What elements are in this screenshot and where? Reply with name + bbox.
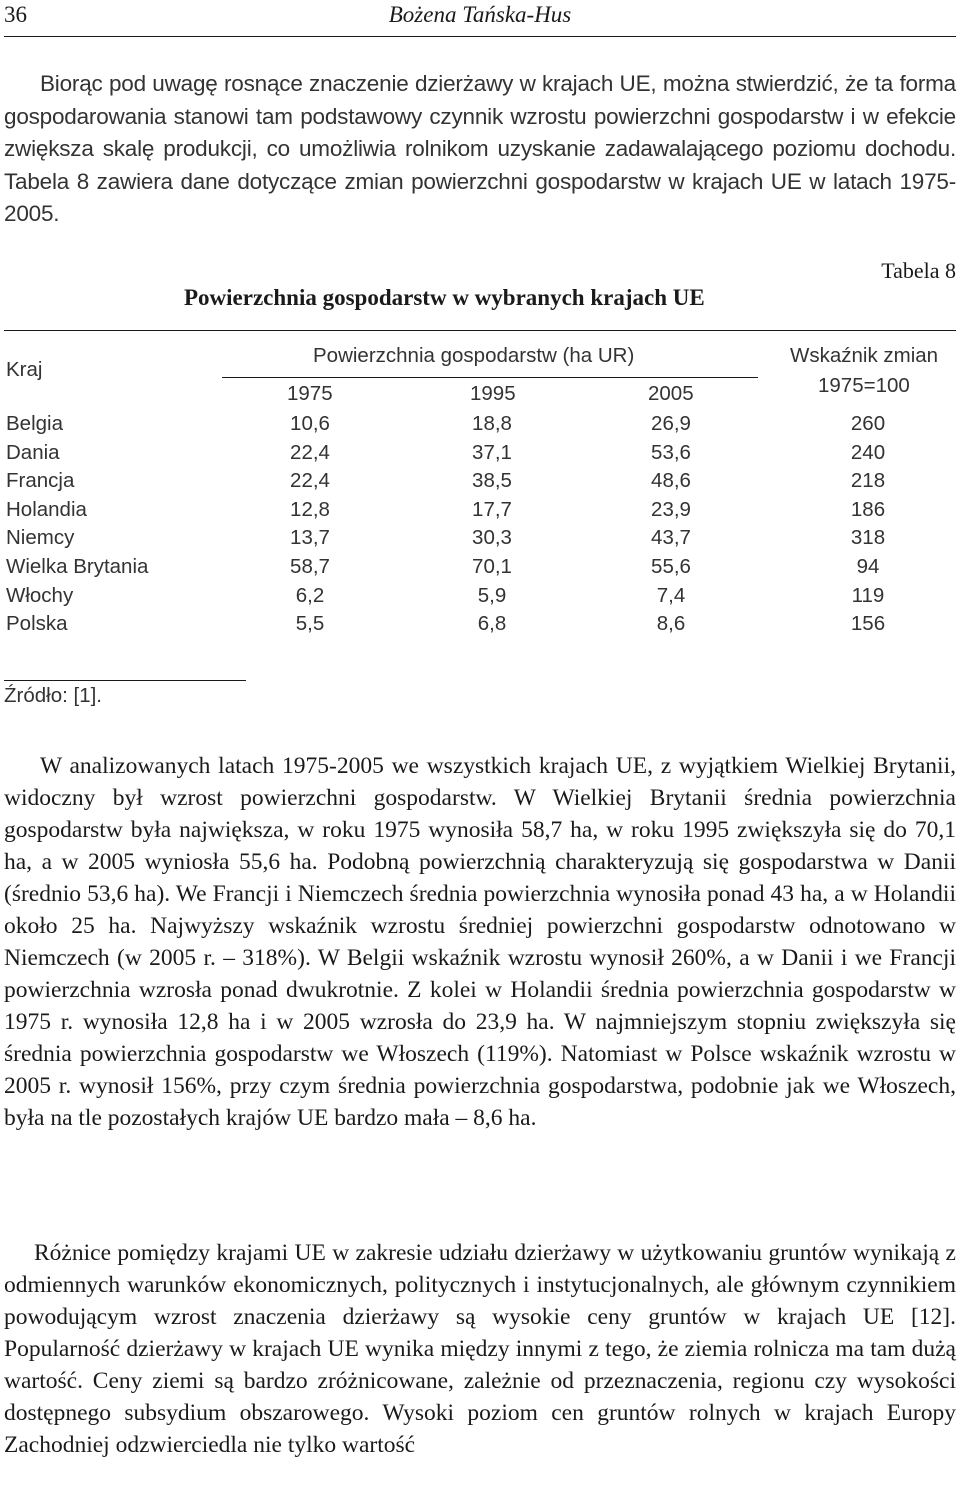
header-rule [4, 36, 956, 37]
area-2005-cell: 7,4 [656, 583, 686, 607]
country-cell: Francja [6, 469, 75, 493]
table-row [0, 496, 960, 525]
index-cell: 318 [850, 526, 886, 550]
area-2005-cell: 55,6 [651, 554, 691, 578]
running-header [4, 0, 956, 30]
table-source: Źródło: [1]. [4, 684, 102, 707]
area-2005-cell: 53,6 [651, 440, 691, 464]
area-1995-cell: 6,8 [477, 612, 507, 636]
index-cell: 218 [850, 469, 886, 493]
column-group-header-area: Powierzchnia gospodarstw (ha UR) [313, 344, 635, 367]
country-cell: Holandia [6, 497, 87, 521]
area-1995-cell: 70,1 [472, 554, 512, 578]
table-row [0, 439, 960, 468]
country-cell: Niemcy [6, 526, 75, 550]
running-head-author: Bożena Tańska-Hus [388, 2, 572, 27]
area-1995-cell: 18,8 [472, 412, 512, 435]
page-number: 36 [4, 2, 27, 27]
table-label: Tabela 8 [881, 258, 956, 283]
column-header-year: 2005 [648, 382, 694, 405]
column-header-year: 1995 [470, 382, 516, 405]
area-1975-cell: 12,8 [290, 497, 330, 521]
area-1995-cell: 30,3 [472, 526, 512, 550]
area-2005-cell: 23,9 [651, 497, 691, 521]
area-1975-cell: 22,4 [290, 440, 330, 464]
source-rule [4, 680, 246, 681]
column-group-rule [222, 377, 758, 378]
table-row [0, 467, 960, 496]
intro-paragraph: Biorąc pod uwagę rosnące znaczenie dzierżawy w krajach UE, można stwierdzić, że ta forma gospodarowania stanowi tam podstawowy czynnik wzrostu powierzchni gospodarstw i w efekcie zwiększa skalę produkcji, co umożliwia rolnikom uzyskanie zadawalającego poziomu dochodu. Tabela 8 zawiera dane dotyczące zmian powierzchni gospodarstw w krajach UE w latach 1975-2005. [4, 71, 956, 226]
column-header-index: Wskaźnik zmian [790, 344, 939, 367]
column-header-country: Kraj [6, 358, 43, 381]
table-row [0, 582, 960, 611]
country-cell: Wielka Brytania [6, 554, 149, 578]
table-row [0, 410, 960, 439]
column-header-year: 1975 [287, 382, 333, 405]
area-1975-cell: 13,7 [290, 526, 330, 550]
area-2005-cell: 8,6 [656, 612, 686, 636]
body-paragraph: W analizowanych latach 1975-2005 we wszystkich krajach UE, z wyjątkiem Wielkiej Brytanii, widoczny był wzrost powierzchni gospodarstw. W Wielkiej Brytanii średnia powierzchnia gospodarstw była największa, w roku 1975 wynosiła 58,7 ha, w roku 1995 zwiększyła się do 70,1 ha, a w 2005 wyniosła 55,6 ha. Podobną powierzchnią charakteryzują się gospodarstwa w Danii (średnio 53,6 ha). We Francji i Niemczech średnia powierzchnia wynosiła ponad 43 ha, a w Holandii około 25 ha. Najwyższy wskaźnik wzrostu średniej powierzchni gospodarstw odnotowano w Niemczech (w 2005 r. – 318%). W Belgii wskaźnik wzrostu wynosił 260%, a w Danii i we Francji powierzchnia wzrosła ponad dwukrotnie. Z kolei w Holandii średnia powierzchnia gospodarstw w 1975 r. wynosiła 12,8 ha i w 2005 wzrosła do 23,9 ha. W najmniejszym stopniu zwiększyła się średnia powierzchnia gospodarstw we Włoszech (119%). Natomiast w Polsce wskaźnik wzrostu w 2005 r. wynosił 156%, przy czym średnia powierzchnia gospodarstwa, podobnie jak we Włoszech, była na tle pozostałych krajów UE bardzo mała – 8,6 ha. [4, 753, 956, 1131]
country-cell: Włochy [6, 583, 74, 607]
area-1975-cell: 22,4 [290, 469, 330, 493]
area-2005-cell: 48,6 [651, 469, 691, 493]
area-1975-cell: 5,5 [295, 612, 325, 636]
table-row [0, 610, 960, 639]
table-top-rule [4, 330, 956, 331]
country-cell: Belgia [6, 412, 63, 435]
country-cell: Polska [6, 612, 68, 636]
body-paragraph: Różnice pomiędzy krajami UE w zakresie udziału dzierżawy w użytkowaniu gruntów wynikają z odmiennych warunków ekonomicznych, politycznych i instytucjonalnych, ale głównym czynnikiem powodującym wzrost znaczenia dzierżawy są wysokie ceny gruntów w krajach UE [12]. Popularność dzierżawy w krajach UE wynika między innymi z tego, że ziemia rolnicza ma tam dużą wartość. Ceny ziemi są bardzo zróżnicowane, zależnie od przeznaczenia, regionu czy wysokości dostępnego subsydium obszarowego. Wysoki poziom cen gruntów rolnych w krajach Europy Zachodniej odzwierciedla nie tylko wartość [4, 1240, 956, 1458]
table-caption: Powierzchnia gospodarstw w wybranych krajach UE [184, 285, 705, 310]
area-1995-cell: 37,1 [472, 440, 512, 464]
area-2005-cell: 43,7 [651, 526, 691, 550]
index-cell: 119 [851, 583, 885, 607]
index-cell: 94 [856, 554, 880, 578]
area-1975-cell: 10,6 [290, 412, 330, 435]
index-cell: 260 [850, 412, 886, 435]
area-1995-cell: 38,5 [472, 469, 512, 493]
area-1975-cell: 6,2 [295, 583, 325, 607]
table-row [0, 524, 960, 553]
area-2005-cell: 26,9 [651, 412, 691, 435]
index-cell: 240 [850, 440, 886, 464]
table-row [0, 553, 960, 582]
column-header-index-base: 1975=100 [818, 374, 910, 397]
table-body [0, 410, 960, 639]
index-cell: 186 [850, 497, 886, 521]
index-cell: 156 [850, 612, 886, 636]
area-1995-cell: 5,9 [477, 583, 507, 607]
country-cell: Dania [6, 440, 60, 464]
area-1995-cell: 17,7 [472, 497, 512, 521]
area-1975-cell: 58,7 [290, 554, 330, 578]
